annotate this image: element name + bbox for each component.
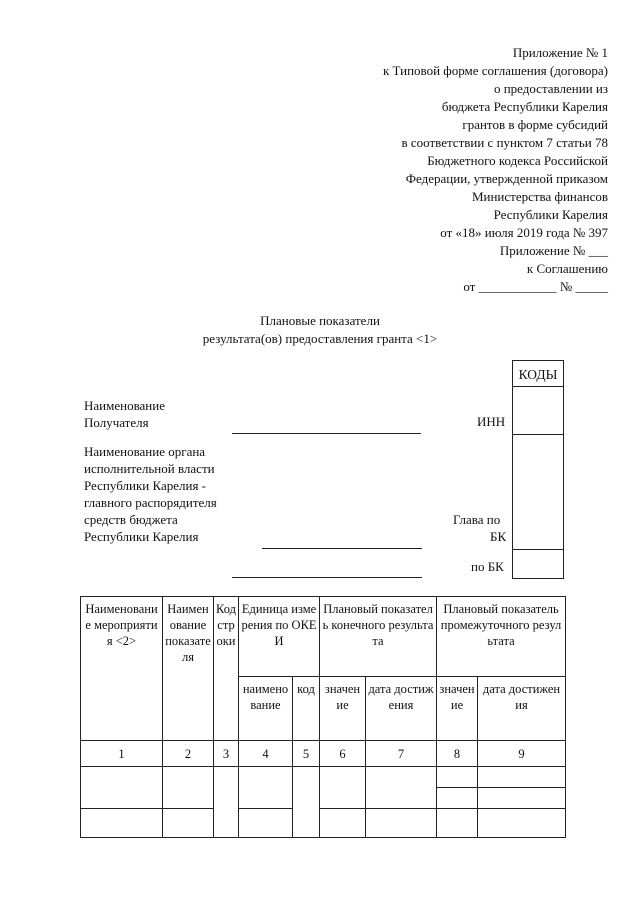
indicators-table [80,596,566,838]
column-number: 5 [293,741,320,767]
column-number: 4 [239,741,293,767]
empty-cell[interactable] [81,809,163,838]
authority-label: Республики Карелия [84,529,199,544]
header-indicator-name: Наименование показателя [163,597,214,741]
header-interim-result: Плановый показатель промежуточного результата [437,597,566,677]
authority-label: главного распорядителя [84,495,217,510]
empty-cell[interactable] [163,809,214,838]
codes-divider [512,434,564,435]
document-subtitle: результата(ов) предоставления гранта <1> [202,331,438,346]
header-interim-value: значение [437,677,478,741]
header-line: Министерства финансов [471,189,608,204]
codes-divider [512,549,564,550]
header-interim-date: дата достижения [478,677,566,741]
column-number: 1 [81,741,163,767]
column-number: 3 [214,741,239,767]
codes-box [512,360,564,579]
header-line: грантов в форме субсидий [462,117,608,132]
column-number: 7 [366,741,437,767]
empty-cell[interactable] [239,767,293,809]
authority-label: Наименование органа [84,444,206,459]
glava-label: Глава по [453,512,501,527]
column-number: 9 [478,741,566,767]
empty-cell[interactable] [478,788,566,809]
column-number: 6 [320,741,366,767]
empty-cell[interactable] [81,767,163,809]
header-final-date: дата достижения [366,677,437,741]
header-activity-name: Наименование мероприятия <2> [81,597,163,741]
codes-divider [512,386,564,387]
header-row-code: Код строки [214,597,239,741]
header-line: в соответствии с пунктом 7 статьи 78 [401,135,608,150]
empty-cell[interactable] [163,767,214,809]
header-line: Республики Карелия [493,207,608,222]
empty-cell[interactable] [437,767,478,788]
header-unit-okei: Единица измерения по ОКЕИ [239,597,320,677]
recipient-label: Получателя [84,415,149,430]
empty-cell[interactable] [239,809,293,838]
bk-field[interactable] [232,577,422,578]
glava-label: БК [490,529,507,544]
header-line: бюджета Республики Карелия [441,99,608,114]
column-number: 8 [437,741,478,767]
authority-label: исполнительной власти [84,461,215,476]
empty-cell[interactable] [214,767,239,838]
empty-cell[interactable] [478,767,566,788]
header-line: Приложение № ___ [499,243,608,258]
empty-cell[interactable] [478,809,566,838]
recipient-label: Наименование [84,398,165,413]
recipient-field[interactable] [232,433,421,434]
empty-cell[interactable] [293,767,320,838]
empty-cell[interactable] [320,809,366,838]
empty-cell[interactable] [320,767,366,809]
header-unit-name: наименование [239,677,293,741]
inn-label: ИНН [477,414,506,429]
empty-cell[interactable] [437,809,478,838]
authority-field[interactable] [262,548,422,549]
document-title: Плановые показатели [260,313,380,328]
header-line: Федерации, утвержденной приказом [405,171,608,186]
empty-cell[interactable] [437,788,478,809]
header-line: к Соглашению [526,261,608,276]
header-line: от «18» июля 2019 года № 397 [440,225,608,240]
empty-cell[interactable] [366,809,437,838]
header-final-value: значение [320,677,366,741]
codes-header: КОДЫ [518,367,558,382]
header-line: от ____________ № _____ [463,279,608,294]
empty-cell[interactable] [366,767,437,809]
po-bk-label: по БК [471,559,504,574]
authority-label: Республики Карелия - [84,478,207,493]
header-line: Приложение № 1 [512,45,608,60]
header-line: Бюджетного кодекса Российской [427,153,608,168]
header-unit-code: код [293,677,320,741]
authority-label: средств бюджета [84,512,178,527]
header-line: о предоставлении из [493,81,608,96]
header-line: к Типовой форме соглашения (договора) [382,63,608,78]
column-number: 2 [163,741,214,767]
header-final-result: Плановый показатель конечного результата [320,597,437,677]
